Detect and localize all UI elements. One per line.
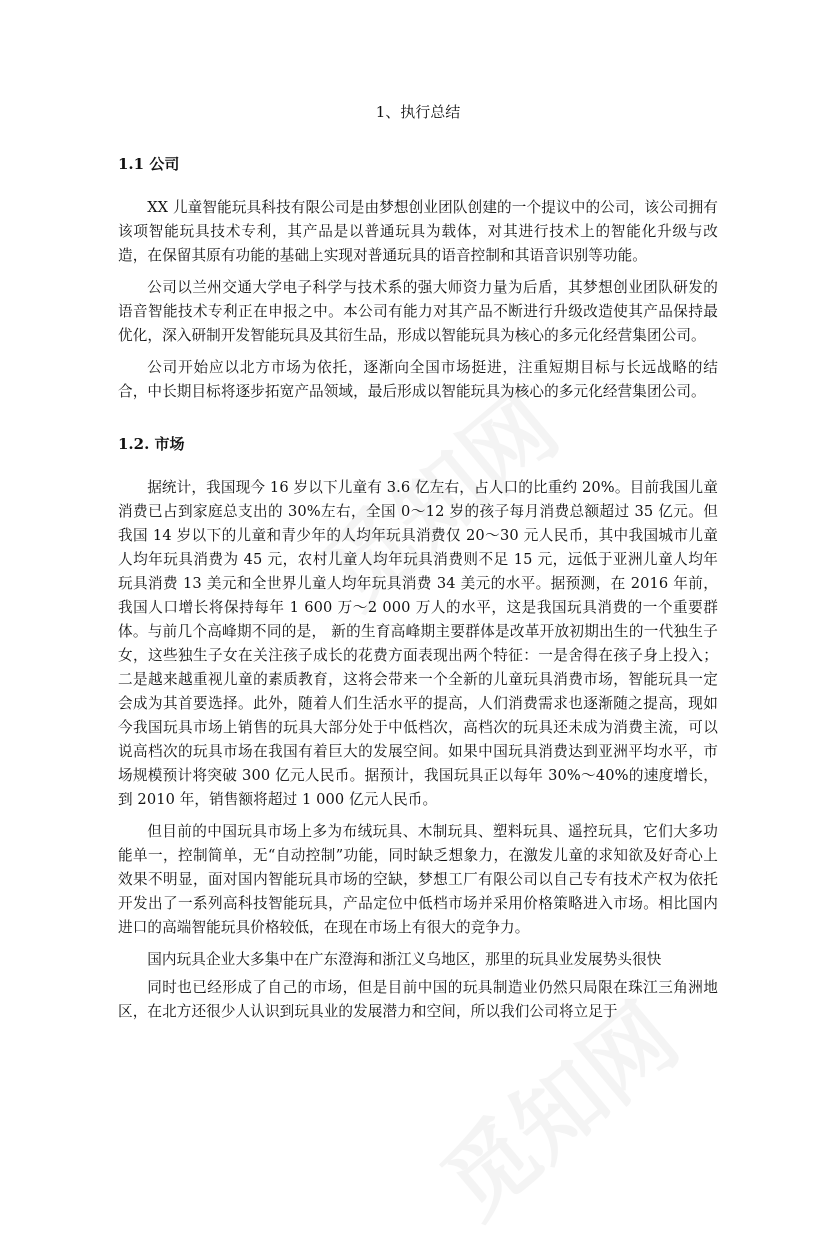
paragraph: 公司以兰州交通大学电子科学与技术系的强大师资力量为后盾，其梦想创业团队研发的语音智能技术专利正在申报之中。本公司有能力对其产品不断进行升级改造使其产品保持最优化，深入研制开发智能玩具及其衍生品，形成以智能玩具为核心的多元化经营集团公司。 (118, 279, 718, 344)
paragraph: 公司开始应以北方市场为依托，逐渐向全国市场挺进，注重短期目标与长远战略的结合，中长期目标将逐步拓宽产品领域，最后形成以智能玩具为核心的多元化经营集团公司。 (118, 359, 718, 400)
paragraph: 同时也已经形成了自己的市场，但是目前中国的玩具制造业仍然只局限在珠江三角洲地区，在北方还很少人认识到玩具业的发展潜力和空间，所以我们公司将立足于 (118, 979, 718, 1020)
paragraph: 国内玩具企业大多集中在广东澄海和浙江义乌地区，那里的玩具业发展势头很快 (147, 951, 662, 968)
section-heading-company: 1.1 公司 (118, 155, 180, 173)
document-body (118, 100, 718, 1032)
document-title: 1、执行总结 (375, 103, 461, 121)
paragraph: 但目前的中国玩具市场上多为布绒玩具、木制玩具、塑料玩具、遥控玩具，它们大多功能单一，控制简单，无“自动控制”功能，同时缺乏想象力，在激发儿童的求知欲及好奇心上效果不明显，面对国内智能玩具市场的空缺，梦想工厂有限公司以自己专有技术产权为依托开发出了一系列高科技智能玩具，产品定位中低档市场并采用价格策略进入市场。相比国内进口的高端智能玩具价格较低，在现在市场上有很大的竞争力。 (118, 823, 718, 936)
section-heading-market: 1.2. 市场 (118, 435, 185, 453)
paragraph: 据统计，我国现今 16 岁以下儿童有 3.6 亿左右，占人口的比重约 20%。目前我国儿童消费已占到家庭总支出的 30%左右，全国 0～12 岁的孩子每月消费总额超过 35 亿元。但我国 14 岁以下的儿童和青少年的人均年玩具消费仅 20～30 元人民币，其中我国城市儿童人均年玩具消费为 45 元，农村儿童人均年玩具消费则不足 15 元，远低于亚洲儿童人均年玩具消费 13 美元和全世界儿童人均年玩具消费 34 美元的水平。据预测，在 2016 年前，我国人口增长将保持每年 1 600 万～2 000 万人的水平，这是我国玩具消费的一个重要群体。与前几个高峰期不同的是， 新的生育高峰期主要群体是改革开放初期出生的一代独生子女，这些独生子女在关注孩子成长的花费方面表现出两个特征：一是舍得在孩子身上投入；二是越来越重视儿童的素质教育，这将会带来一个全新的儿童玩具消费市场，智能玩具一定会成为其首要选择。此外，随着人们生活水平的提高，人们消费需求也逐渐随之提高，现如今我国玩具市场上销售的玩具大部分处于中低档次，高档次的玩具还未成为消费主流，可以说高档次的玩具市场在我国有着巨大的发展空间。如果中国玩具消费达到亚洲平均水平，市场规模预计将突破 300 亿元人民币。据预计，我国玩具正以每年 30%～40%的速度增长，到 2010 年，销售额将超过 1 000 亿元人民币。 (118, 479, 718, 808)
paragraph: XX 儿童智能玩具科技有限公司是由梦想创业团队创建的一个提议中的公司，该公司拥有该项智能玩具技术专利，其产品是以普通玩具为载体，对其进行技术上的智能化升级与改造，在保留其原有功能的基础上实现对普通玩具的语音控制和其语音识别等功能。 (118, 199, 718, 264)
